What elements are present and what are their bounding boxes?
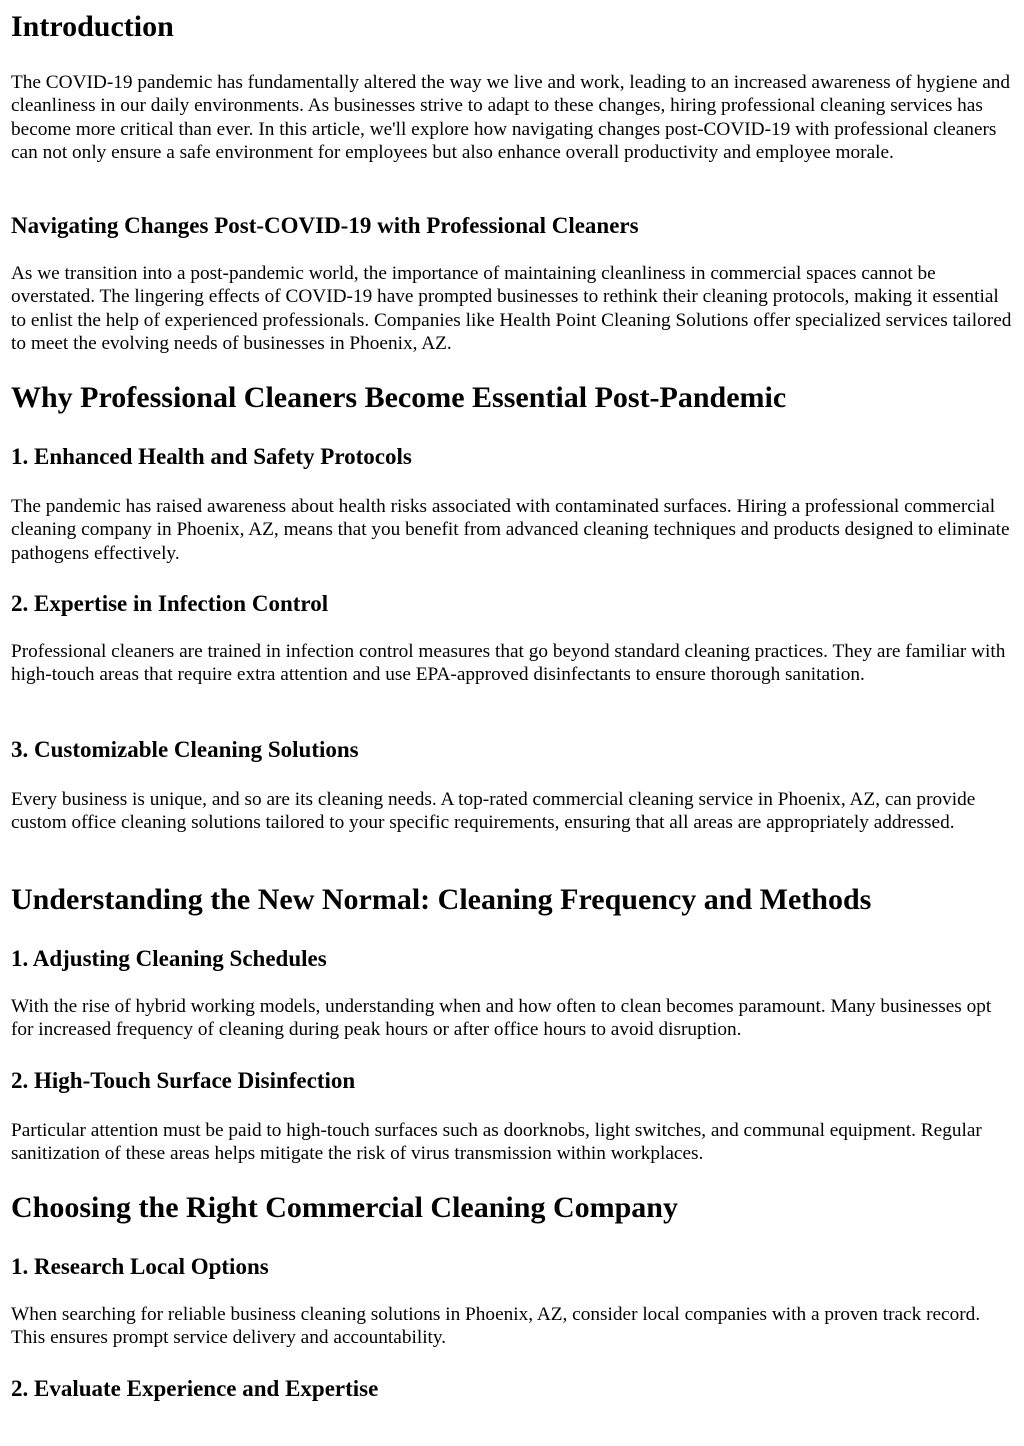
why-item-3-paragraph: Every business is unique, and so are its cleaning needs. A top-rated commercial cleaning service in Phoenix, AZ, can provide custom office cleaning solutions tailored to your specific requirements, ensuring that all areas are appropriately addressed. bbox=[11, 789, 976, 834]
intro-paragraph: The COVID-19 pandemic has fundamentally altered the way we live and work, leading to an increased awareness of hygiene and cleanliness in our daily environments. As businesses strive to adapt to these changes, hiring professional cleaning services has become more critical than ever. In this article, we'll explore how navigating changes post-COVID-19 with professional cleaners can not only ensure a safe environment for employees but also enhance overall productivity and employee morale. bbox=[11, 72, 1011, 164]
normal-heading: Understanding the New Normal: Cleaning Frequency and Methods bbox=[11, 883, 872, 916]
choosing-item-2-heading: 2. Evaluate Experience and Expertise bbox=[11, 1376, 379, 1401]
normal-item-1-heading: 1. Adjusting Cleaning Schedules bbox=[11, 946, 327, 971]
normal-item-2-heading: 2. High-Touch Surface Disinfection bbox=[11, 1068, 356, 1093]
choosing-heading: Choosing the Right Commercial Cleaning Company bbox=[11, 1191, 678, 1224]
why-heading: Why Professional Cleaners Become Essential Post-Pandemic bbox=[11, 381, 787, 414]
why-item-2-heading: 2. Expertise in Infection Control bbox=[11, 591, 329, 616]
why-item-1-heading: 1. Enhanced Health and Safety Protocols bbox=[11, 444, 412, 469]
why-item-2-paragraph: Professional cleaners are trained in infection control measures that go beyond standard cleaning practices. They are familiar with high-touch areas that require extra attention and use EPA-approved disinfectants to ensure thorough sanitation. bbox=[11, 641, 1006, 686]
intro-heading: Introduction bbox=[11, 10, 174, 43]
navigating-paragraph: As we transition into a post-pandemic world, the importance of maintaining cleanliness in commercial spaces cannot be overstated. The lingering effects of COVID-19 have prompted businesses to rethink their cleaning protocols, making it essential to enlist the help of experienced professionals. Companies like Health Point Cleaning Solutions offer specialized services tailored to meet the evolving needs of businesses in Phoenix, AZ. bbox=[11, 263, 1012, 355]
normal-item-1-paragraph: With the rise of hybrid working models, understanding when and how often to clean becomes paramount. Many businesses opt for increased frequency of cleaning during peak hours or after office hours to avoid disruption. bbox=[11, 996, 992, 1041]
choosing-item-1-paragraph: When searching for reliable business cleaning solutions in Phoenix, AZ, consider local companies with a proven track record. This ensures prompt service delivery and accountability. bbox=[11, 1304, 981, 1349]
choosing-item-1-heading: 1. Research Local Options bbox=[11, 1254, 269, 1279]
navigating-heading: Navigating Changes Post-COVID-19 with Professional Cleaners bbox=[11, 213, 639, 238]
why-item-1-paragraph: The pandemic has raised awareness about health risks associated with contaminated surfaces. Hiring a professional commercial cleaning company in Phoenix, AZ, means that you benefit from advanced cleaning techniques and products designed to eliminate pathogens effectively. bbox=[11, 496, 1010, 564]
normal-item-2-paragraph: Particular attention must be paid to high-touch surfaces such as doorknobs, light switches, and communal equipment. Regular sanitization of these areas helps mitigate the risk of virus transmission within workplaces. bbox=[11, 1120, 982, 1165]
why-item-3-heading: 3. Customizable Cleaning Solutions bbox=[11, 737, 359, 762]
